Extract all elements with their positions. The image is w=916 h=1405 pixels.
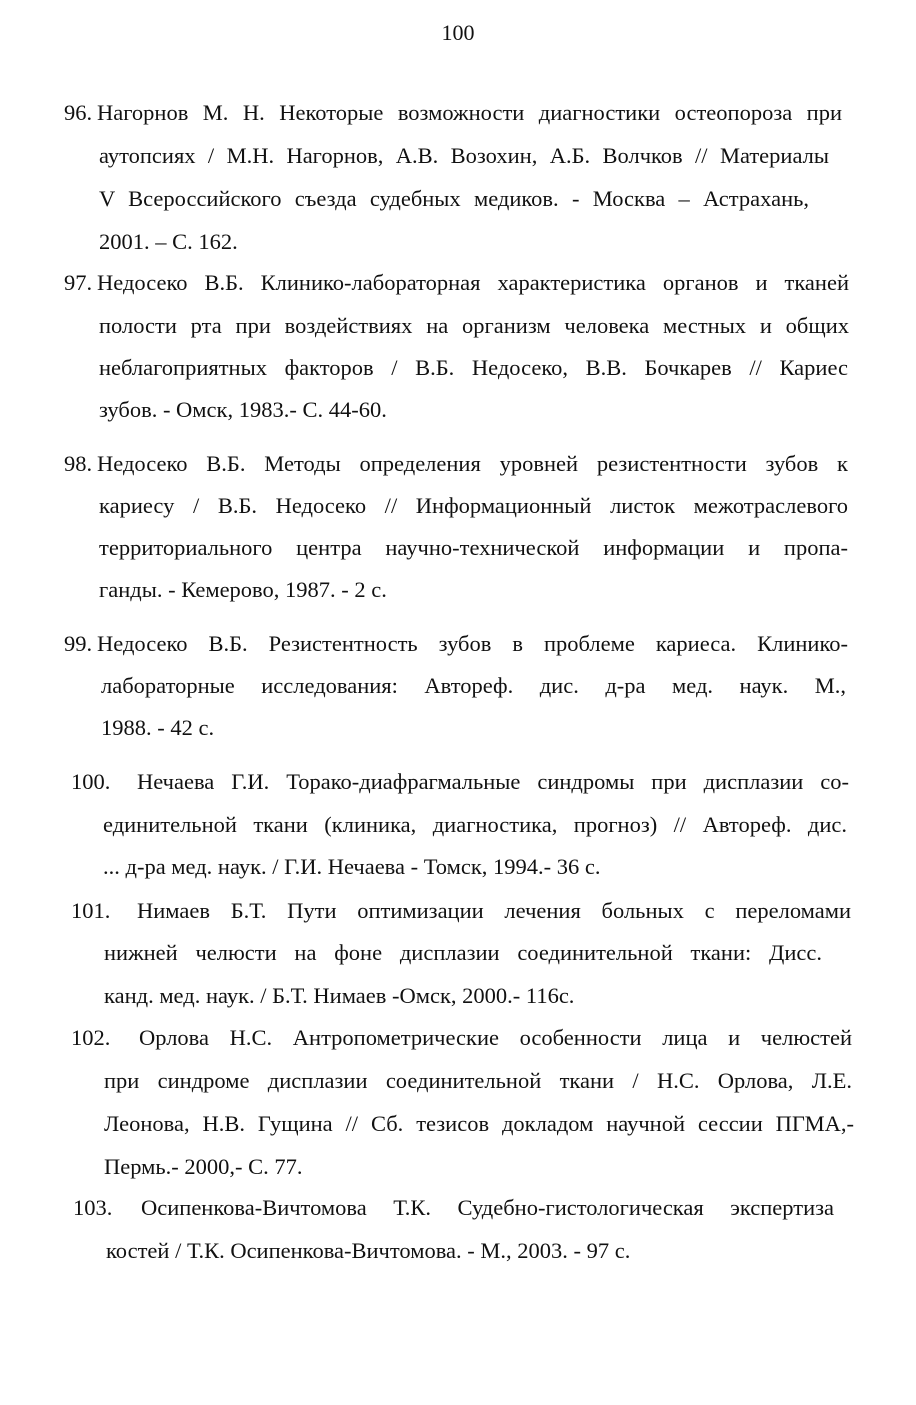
reference-text-line: канд. мед. наук. / Б.Т. Нимаев -Омск, 2000.- 116с. [104,983,575,1008]
reference-text-line: V Всероссийского съезда судебных медиков. - Москва – Астрахань, [99,186,809,211]
reference-number: 97. [64,270,93,295]
reference-text-line: единительной ткани (клиника, диагностика, прогноз) // Автореф. дис. [103,812,847,837]
reference-text-line: Пермь.- 2000,- С. 77. [104,1154,303,1179]
reference-text-line: Осипенкова-Вичтомова Т.К. Судебно-гистологическая экспертиза [141,1195,834,1220]
reference-number: 103. [73,1195,113,1220]
reference-text-line: Нагорнов М. Н. Некоторые возможности диагностики остеопороза при [97,100,842,125]
reference-text-line: ганды. - Кемерово, 1987. - 2 с. [99,577,387,602]
reference-number: 98. [64,451,93,476]
reference-text-line: Нечаева Г.И. Торако-диафрагмальные синдромы при дисплазии со- [137,769,849,794]
reference-text-line: 1988. - 42 с. [101,715,215,740]
reference-text-line: территориального центра научно-технической информации и пропа- [99,535,848,560]
reference-text-line: нижней челюсти на фоне дисплазии соединительной ткани: Дисс. [104,940,822,965]
reference-text-line: Недосеко В.Б. Клинико-лабораторная характеристика органов и тканей [97,270,849,295]
reference-text-line: Орлова Н.С. Антропометрические особенности лица и челюстей [139,1025,852,1050]
reference-number: 100. [71,769,111,794]
reference-text-line: при синдроме дисплазии соединительной ткани / Н.С. Орлова, Л.Е. [104,1068,852,1093]
reference-text-line: Недосеко В.Б. Методы определения уровней резистентности зубов к [97,451,848,476]
reference-number: 96. [64,100,93,125]
reference-text-line: Нимаев Б.Т. Пути оптимизации лечения больных с переломами [137,898,851,923]
reference-text-line: аутопсиях / М.Н. Нагорнов, А.В. Возохин, А.Б. Волчков // Материалы [99,143,829,168]
reference-text-line: ... д-ра мед. наук. / Г.И. Нечаева - Томск, 1994.- 36 с. [103,854,601,879]
reference-number: 99. [64,631,93,656]
reference-text-line: зубов. - Омск, 1983.- С. 44-60. [99,397,387,422]
reference-text-line: Леонова, Н.В. Гущина // Сб. тезисов докладом научной сессии ПГМА,- [104,1111,854,1136]
reference-text-line: кариесу / В.Б. Недосеко // Информационный листок межотраслевого [99,493,848,518]
reference-text-line: полости рта при воздействиях на организм человека местных и общих [99,313,849,338]
reference-text-line: костей / Т.К. Осипенкова-Вичтомова. - М., 2003. - 97 с. [106,1238,631,1263]
reference-text-line: Недосеко В.Б. Резистентность зубов в проблеме кариеса. Клинико- [97,631,848,656]
page-number: 100 [441,20,475,45]
reference-number: 102. [71,1025,111,1050]
reference-text-line: 2001. – С. 162. [99,229,238,254]
reference-text-line: неблагоприятных факторов / В.Б. Недосеко, В.В. Бочкарев // Кариес [99,355,848,380]
reference-text-line: лабораторные исследования: Автореф. дис. д-ра мед. наук. М., [101,673,846,698]
reference-number: 101. [71,898,111,923]
